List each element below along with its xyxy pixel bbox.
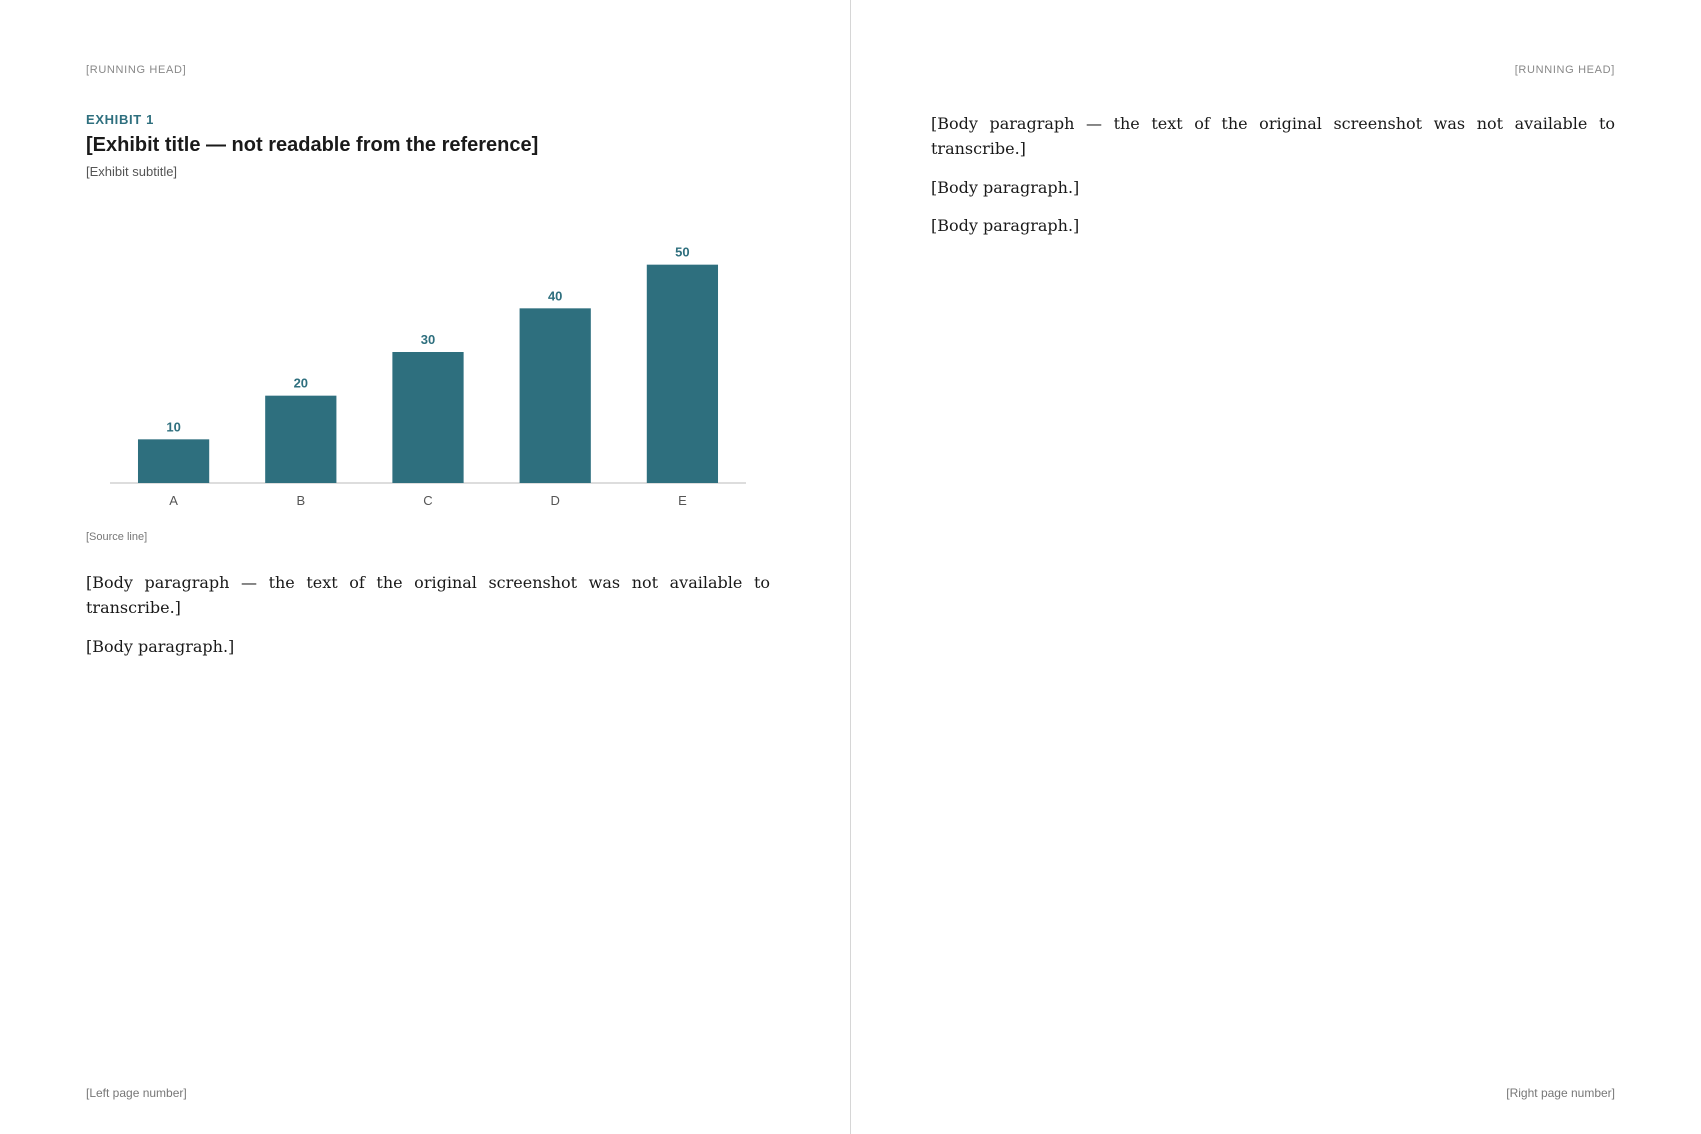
bar-value-label: 50	[675, 244, 690, 260]
page-number: [Left page number]	[86, 1086, 187, 1100]
chart-source: [Source line]	[86, 531, 148, 543]
x-tick-label: A	[169, 493, 178, 508]
right-body-text	[931, 112, 1615, 239]
paragraph: [Body paragraph.]	[931, 216, 1080, 236]
paragraph: [Body paragraph — the text of the original screenshot was not available to transcribe.]	[86, 573, 770, 617]
bar-value-label: 30	[420, 332, 436, 347]
running-head: [RUNNING HEAD]	[1514, 64, 1615, 76]
bar-chart	[86, 193, 770, 523]
paragraph: [Body paragraph.]	[86, 636, 235, 656]
page-number: [Right page number]	[1506, 1086, 1615, 1100]
right-page	[851, 0, 1701, 1134]
bar-value-label: 40	[547, 288, 563, 304]
exhibit-title: [Exhibit title — not readable from the reference]	[86, 134, 539, 156]
left-body-text	[86, 571, 770, 659]
bar	[138, 439, 209, 483]
x-tick-label: C	[423, 493, 433, 508]
bar	[265, 396, 336, 483]
left-page	[0, 0, 850, 1134]
running-head: [RUNNING HEAD]	[86, 64, 187, 76]
bar	[647, 265, 718, 483]
exhibit-subtitle: [Exhibit subtitle]	[86, 164, 178, 179]
paragraph: [Body paragraph — the text of the original screenshot was not available to transcribe.]	[931, 114, 1615, 158]
bar-value-label: 20	[293, 375, 309, 391]
bar-chart-canvas	[86, 193, 770, 523]
x-tick-label: B	[296, 493, 306, 508]
x-tick-label: E	[678, 493, 687, 508]
exhibit	[86, 112, 770, 543]
paragraph: [Body paragraph.]	[931, 177, 1080, 197]
bar	[520, 308, 591, 483]
bar	[392, 352, 463, 483]
bar-value-label: 10	[166, 419, 181, 435]
x-tick-label: D	[550, 493, 560, 508]
exhibit-label: EXHIBIT 1	[86, 112, 154, 127]
